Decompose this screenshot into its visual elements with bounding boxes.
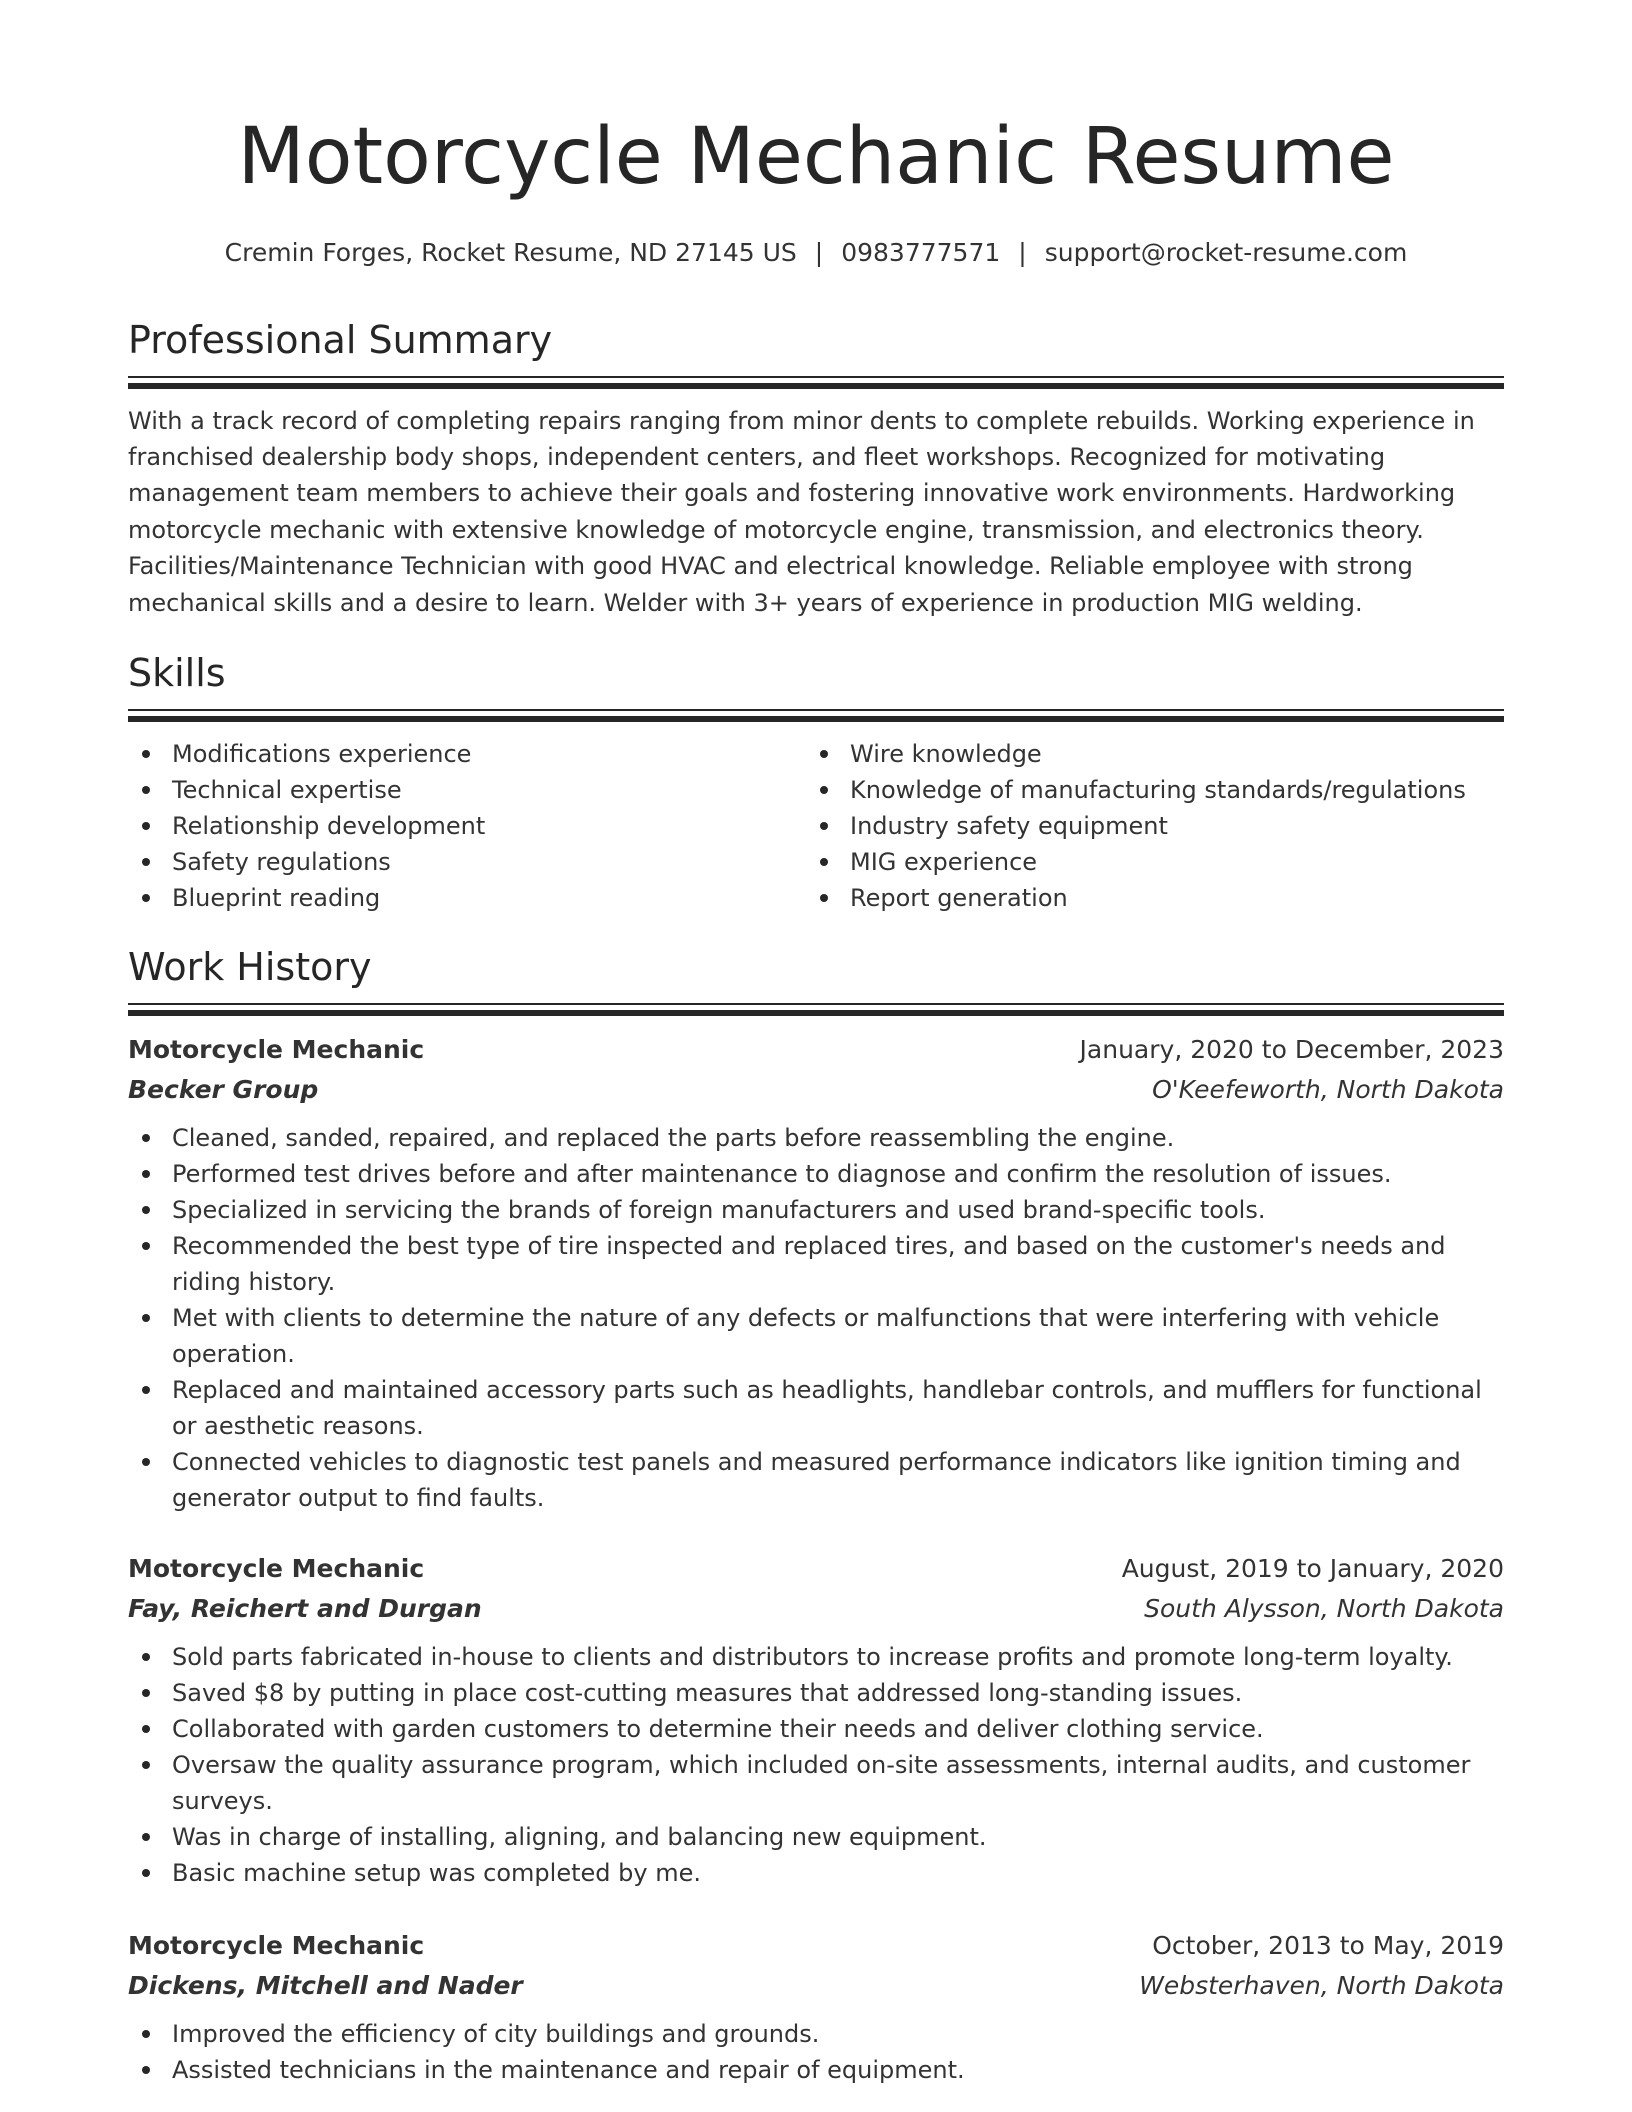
section-divider [128, 1003, 1504, 1005]
job-company-row [128, 1589, 1504, 1629]
job-dates: January, 2020 to December, 2023 [1079, 1035, 1504, 1064]
job-company-row [128, 1070, 1504, 1110]
work-history-heading: Work History [128, 945, 372, 989]
skills-heading: Skills [128, 651, 226, 695]
contact-phone: 0983777571 [841, 238, 1001, 267]
section-divider [128, 709, 1504, 711]
job-title: Motorcycle Mechanic [128, 1554, 425, 1583]
summary-text: With a track record of completing repairs ranging from minor dents to complete rebuilds. Working experience in franchised dealership body shops, independent centers, and fleet workshops. Recognized for motivating management team members to achieve their goals and fostering innovative work environments. Hardworking motorcycle mechanic with extensive knowledge of motorcycle engine, transmission, and electronics theory. Facilities/Maintenance Technician with good HVAC and electrical knowledge. Reliable employee with strong mechanical skills and a desire to learn. Welder with 3+ years of experience in production MIG welding. [128, 406, 1475, 617]
job-bullet: Specialized in servicing the brands of foreign manufacturers and used brand-specific tools. [128, 1192, 1504, 1228]
section-divider-thick [128, 383, 1504, 389]
job-bullet: Sold parts fabricated in-house to clients and distributors to increase profits and promote long-term loyalty. [128, 1639, 1504, 1675]
job-bullet: Assisted technicians in the maintenance and repair of equipment. [128, 2052, 1504, 2088]
job-bullet: Connected vehicles to diagnostic test panels and measured performance indicators like ignition timing and generator output to find faults. [128, 1444, 1504, 1516]
job-bullet: Performed test drives before and after maintenance to diagnose and confirm the resolution of issues. [128, 1156, 1504, 1192]
job-dates: August, 2019 to January, 2020 [1121, 1554, 1504, 1583]
skill-item: Wire knowledge [806, 736, 1484, 772]
contact-line [128, 238, 1504, 268]
skill-item: MIG experience [806, 844, 1484, 880]
job-bullet: Oversaw the quality assurance program, which included on-site assessments, internal audits, and customer surveys. [128, 1747, 1504, 1819]
job-entry [128, 1549, 1504, 1891]
job-bullet: Met with clients to determine the nature of any defects or malfunctions that were interfering with vehicle operation. [128, 1300, 1504, 1372]
skill-item: Safety regulations [128, 844, 806, 880]
job-bullet: Cleaned, sanded, repaired, and replaced the parts before reassembling the engine. [128, 1120, 1504, 1156]
job-bullet: Recommended the best type of tire inspected and replaced tires, and based on the customer's needs and riding history. [128, 1228, 1504, 1300]
job-title: Motorcycle Mechanic [128, 1931, 425, 1960]
job-header-row [128, 1926, 1504, 1966]
job-dates: October, 2013 to May, 2019 [1152, 1931, 1504, 1960]
summary-section [128, 318, 1504, 621]
skill-item: Relationship development [128, 808, 806, 844]
job-title: Motorcycle Mechanic [128, 1035, 425, 1064]
section-divider [128, 376, 1504, 378]
skills-section [128, 651, 1504, 916]
job-bullet: Saved $8 by putting in place cost-cutting measures that addressed long-standing issues. [128, 1675, 1504, 1711]
job-location: O'Keefeworth, North Dakota [1152, 1075, 1504, 1104]
job-company-row [128, 1966, 1504, 2006]
skill-item: Modifications experience [128, 736, 806, 772]
job-bullet: Basic machine setup was completed by me. [128, 1855, 1504, 1891]
job-bullet: Was in charge of installing, aligning, and balancing new equipment. [128, 1819, 1504, 1855]
skill-item: Blueprint reading [128, 880, 806, 916]
job-entry [128, 1926, 1504, 2088]
contact-separator: | [814, 238, 824, 267]
skills-column-left [128, 736, 806, 916]
job-location: Websterhaven, North Dakota [1139, 1971, 1504, 2000]
summary-heading: Professional Summary [128, 318, 553, 362]
job-company: Becker Group [128, 1075, 319, 1104]
contact-email: support@rocket-resume.com [1044, 238, 1408, 267]
skill-item: Industry safety equipment [806, 808, 1484, 844]
job-company: Fay, Reichert and Durgan [128, 1594, 482, 1623]
job-bullets [128, 2016, 1504, 2088]
job-header-row [128, 1030, 1504, 1070]
skills-grid [128, 736, 1504, 916]
job-header-row [128, 1549, 1504, 1589]
job-bullets [128, 1639, 1504, 1891]
job-entry [128, 1030, 1504, 1516]
skill-item: Report generation [806, 880, 1484, 916]
job-bullet: Replaced and maintained accessory parts such as headlights, handlebar controls, and mufflers for functional or aesthetic reasons. [128, 1372, 1504, 1444]
contact-address: Cremin Forges, Rocket Resume, ND 27145 US [224, 238, 797, 267]
skill-item: Technical expertise [128, 772, 806, 808]
contact-separator: | [1018, 238, 1027, 267]
section-divider-thick [128, 1010, 1504, 1016]
work-history-section [128, 945, 1504, 1016]
section-divider-thick [128, 716, 1504, 722]
job-company: Dickens, Mitchell and Nader [128, 1971, 523, 2000]
skills-column-right [806, 736, 1484, 916]
page-title: Motorcycle Mechanic Resume [237, 112, 1395, 202]
job-bullets [128, 1120, 1504, 1516]
job-bullet: Collaborated with garden customers to determine their needs and deliver clothing service. [128, 1711, 1504, 1747]
job-location: South Alysson, North Dakota [1144, 1594, 1504, 1623]
job-bullet: Improved the efficiency of city buildings and grounds. [128, 2016, 1504, 2052]
skill-item: Knowledge of manufacturing standards/regulations [806, 772, 1484, 808]
